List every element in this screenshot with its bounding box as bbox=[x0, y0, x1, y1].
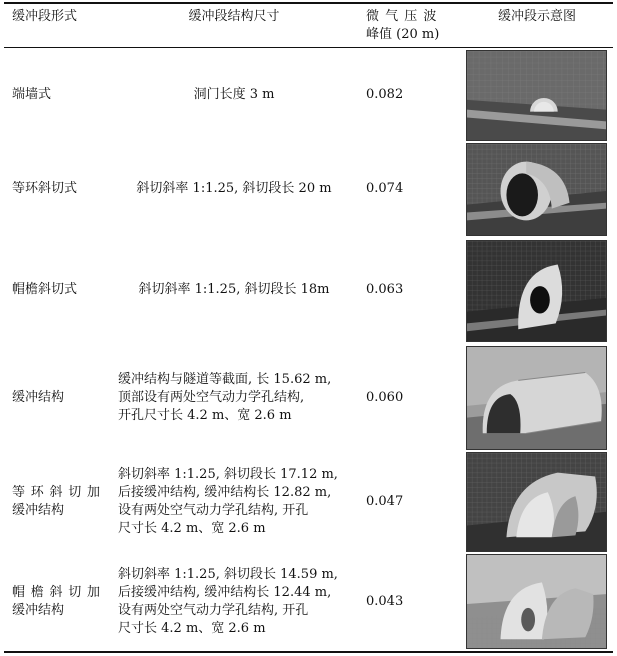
table-row-peak: 0.082 bbox=[366, 86, 404, 102]
table-row-form: 端墙式 bbox=[12, 86, 52, 102]
header-form: 缓冲段形式 bbox=[12, 9, 78, 24]
dims-line: 斜切斜率 1:1.25, 斜切段长 20 m bbox=[136, 180, 332, 196]
table-top-rule bbox=[4, 2, 613, 4]
dims-line: 设有两处空气动力学孔结构, 开孔 bbox=[118, 503, 309, 518]
dims-line: 后接缓冲结构, 缓冲结构长 12.82 m, bbox=[118, 485, 332, 500]
header-diagram: 缓冲段示意图 bbox=[497, 9, 576, 24]
table-row-dims bbox=[114, 141, 354, 236]
dims-line: 设有两处空气动力学孔结构, 开孔 bbox=[118, 602, 309, 618]
table-row-peak: 0.074 bbox=[366, 180, 404, 196]
buffer-structure-render bbox=[466, 346, 607, 450]
oblique-cut-with-buffer-render bbox=[466, 452, 607, 552]
hat-brim-oblique-portal-render bbox=[466, 240, 607, 342]
header-peak-line1: 微 气 压 波 bbox=[366, 9, 438, 24]
form-line: 帽檐斜切加 bbox=[12, 584, 100, 600]
form-line: 等环斜切加 bbox=[12, 485, 100, 500]
dims-line: 缓冲结构与隧道等截面, 长 15.62 m, bbox=[118, 372, 332, 387]
table-row-dims bbox=[114, 552, 354, 651]
hat-brim-with-buffer-render bbox=[466, 554, 607, 649]
table-row-dims bbox=[114, 236, 354, 344]
table-row-peak: 0.047 bbox=[366, 494, 404, 509]
table-bottom-rule bbox=[4, 651, 613, 653]
header-dims: 缓冲段结构尺寸 bbox=[188, 9, 280, 24]
dims-line: 顶部设有两处空气动力学孔结构, bbox=[118, 390, 305, 405]
table-row-form: 等环斜切式 bbox=[12, 180, 78, 196]
end-wall-tunnel-portal-render bbox=[466, 50, 607, 141]
table-row-form: 帽檐斜切式 bbox=[12, 282, 78, 297]
dims-line: 斜切斜率 1:1.25, 斜切段长 14.59 m, bbox=[118, 566, 338, 582]
dims-line: 斜切斜率 1:1.25, 斜切段长 17.12 m, bbox=[118, 467, 338, 482]
table-row-dims bbox=[114, 452, 354, 552]
header-peak-line2: 峰值 (20 m) bbox=[366, 27, 440, 42]
header-peak bbox=[366, 8, 454, 44]
table-row-form bbox=[12, 552, 110, 651]
dims-line: 后接缓冲结构, 缓冲结构长 12.44 m, bbox=[118, 584, 332, 600]
table-row-peak: 0.063 bbox=[366, 282, 404, 297]
table-row-dims bbox=[114, 344, 354, 452]
dims-line: 开孔尺寸长 4.2 m、宽 2.6 m bbox=[118, 408, 292, 423]
table-row-dims bbox=[114, 48, 354, 141]
dims-line: 洞门长度 3 m bbox=[193, 86, 275, 102]
table-row-form: 缓冲结构 bbox=[12, 390, 65, 405]
form-line: 缓冲结构 bbox=[12, 503, 65, 518]
dims-line: 尺寸长 4.2 m、宽 2.6 m bbox=[118, 620, 266, 636]
dims-line: 尺寸长 4.2 m、宽 2.6 m bbox=[118, 521, 266, 536]
oblique-cut-portal-render bbox=[466, 143, 607, 236]
table-row-peak: 0.043 bbox=[366, 593, 404, 609]
dims-line: 斜切斜率 1:1.25, 斜切段长 18m bbox=[138, 282, 330, 297]
table-row-peak: 0.060 bbox=[366, 390, 404, 405]
table-row-form bbox=[12, 452, 110, 552]
form-line: 缓冲结构 bbox=[12, 602, 65, 618]
